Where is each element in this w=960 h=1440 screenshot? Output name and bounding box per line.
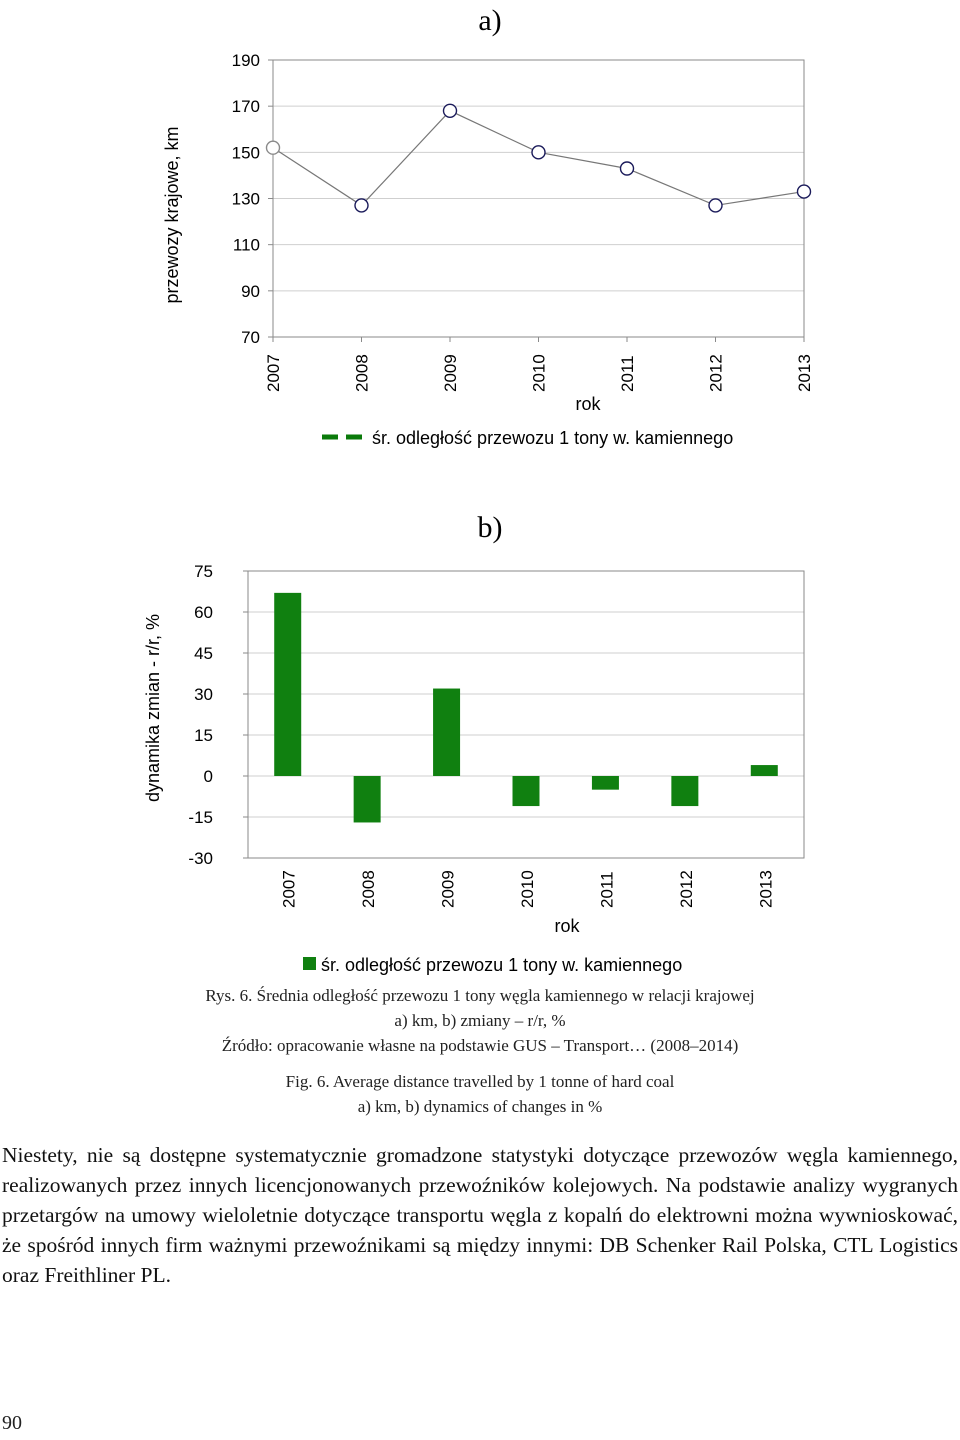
legend-text-a: śr. odległość przewozu 1 tony w. kamiennego: [372, 428, 734, 448]
bar: [274, 593, 301, 776]
y-tick-label: -30: [188, 849, 213, 868]
x-axis-label-b: rok: [554, 916, 580, 936]
x-tick-label: 2008: [352, 354, 372, 392]
x-tick-label: 2007: [264, 354, 283, 392]
chart-b: [0, 490, 960, 980]
y-tick-label: 90: [241, 281, 260, 301]
x-tick-label: 2011: [618, 355, 637, 392]
data-point: [355, 199, 368, 212]
y-tick-label: 0: [203, 767, 213, 786]
bar: [513, 776, 540, 806]
caption-pl-line2: a) km, b) zmiany – r/r, %: [394, 1011, 566, 1030]
data-point: [444, 104, 457, 117]
y-tick-label: -15: [188, 808, 213, 827]
x-tick-label: 2010: [518, 870, 537, 908]
panel-label-b: b): [477, 511, 503, 544]
x-tick-label: 2013: [756, 870, 776, 908]
y-tick-label: 45: [194, 644, 213, 663]
caption-en-line2: a) km, b) dynamics of changes in %: [357, 1097, 603, 1116]
caption-source: Źródło: opracowanie własne na podstawie GUS – Transport… (2008–2014): [221, 1036, 739, 1055]
x-tick-label: 2008: [359, 870, 379, 908]
x-tick-label: 2012: [676, 870, 696, 908]
y-axis-label-b: dynamika zmian - r/r, %: [143, 613, 163, 803]
y-tick-label: 110: [232, 235, 260, 255]
body-text: [2, 1140, 958, 1290]
chart-a: [0, 0, 960, 480]
x-axis-label-a: rok: [575, 394, 601, 414]
y-tick-label: 75: [194, 562, 213, 581]
x-tick-label: 2009: [438, 870, 458, 908]
y-axis-label-a: przewozy krajowe, km: [162, 126, 182, 304]
x-tick-label: 2011: [597, 871, 617, 908]
caption-pl-line1: Rys. 6. Średnia odległość przewozu 1 tony węgla kamiennego w relacji krajowej: [205, 986, 755, 1005]
panel-label-a: a): [478, 4, 502, 37]
legend-text-b: śr. odległość przewozu 1 tony w. kamiennego: [321, 955, 683, 975]
y-tick-label: 190: [231, 51, 260, 70]
x-tick-label: 2009: [441, 354, 460, 392]
x-tick-label: 2013: [795, 354, 814, 392]
bar: [592, 776, 619, 790]
y-tick-label: 30: [194, 685, 213, 704]
y-tick-label: 15: [194, 726, 213, 745]
data-point: [532, 146, 545, 159]
data-point: [798, 185, 811, 198]
legend-swatch-b: [303, 957, 316, 970]
x-tick-label: 2007: [279, 870, 299, 908]
y-tick-label: 70: [241, 328, 260, 347]
data-point: [267, 141, 280, 154]
caption-en-line1: Fig. 6. Average distance travelled by 1 tonne of hard coal: [285, 1072, 675, 1091]
bar: [671, 776, 698, 806]
body-paragraph: Niestety, nie są dostępne systematycznie gromadzone statystyki dotyczące przewozów węgla kamiennego, realizowanych przez innych licencjonowanych przewoźników kolejowych. Na podstawie analizy wygranych przetargów na umowy wieloletnie dotyczące transportu węgla z kopalń do elektrowni można wywnioskować, że spośród innych firm ważnymi przewoźnikami są między innymi: DB Schenker Rail Polska, CTL Logistics oraz Freithliner PL.: [2, 1143, 958, 1287]
plot-area-b: [248, 571, 804, 858]
x-tick-label: 2010: [529, 354, 549, 392]
y-tick-label: 170: [231, 97, 260, 117]
page-number: 90: [2, 1412, 22, 1434]
y-tick-label: 60: [194, 603, 213, 622]
data-point: [709, 199, 722, 212]
bar: [751, 765, 778, 776]
y-tick-label: 130: [231, 189, 260, 209]
data-point: [621, 162, 634, 175]
y-tick-label: 150: [231, 143, 260, 163]
x-tick-label: 2012: [706, 354, 726, 392]
bar: [433, 689, 460, 776]
bar: [354, 776, 381, 822]
